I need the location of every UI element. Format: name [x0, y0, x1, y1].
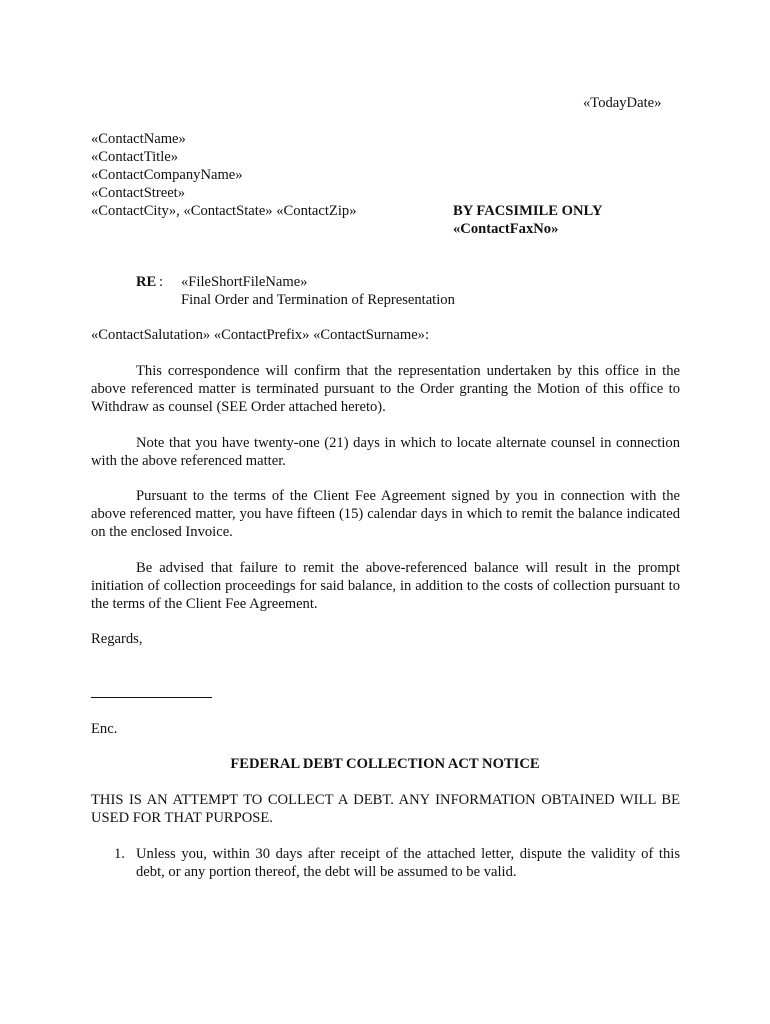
notice-warning: THIS IS AN ATTEMPT TO COLLECT A DEBT. ANY INFORMATION OBTAINED WILL BE USED FOR THAT PURPOSE.: [91, 792, 680, 826]
list-item-number: 1.: [114, 846, 125, 862]
salutation: «ContactSalutation» «ContactPrefix» «ContactSurname»:: [91, 327, 430, 343]
body-paragraph: Pursuant to the terms of the Client Fee Agreement signed by you in connection with the above referenced matter, you have fifteen (15) calendar days in which to remit the balance indicated on the enclosed Invoice.: [91, 488, 680, 540]
recipient-street: «ContactStreet»: [91, 185, 186, 201]
signature-line: [91, 697, 212, 698]
re-colon: :: [159, 274, 164, 290]
notice-heading: FEDERAL DEBT COLLECTION ACT NOTICE: [230, 756, 540, 772]
closing: Regards,: [91, 631, 143, 647]
fax-number: «ContactFaxNo»: [453, 221, 559, 237]
letter-date: «TodayDate»: [583, 95, 662, 111]
body-paragraph: Note that you have twenty-one (21) days in which to locate alternate counsel in connection with the above referenced matter.: [91, 435, 680, 469]
list-item-text: Unless you, within 30 days after receipt of the attached letter, dispute the validity of this debt, or any portion thereof, the debt will be assumed to be valid.: [136, 846, 680, 880]
recipient-title: «ContactTitle»: [91, 149, 179, 165]
enclosure-note: Enc.: [91, 721, 118, 737]
recipient-name: «ContactName»: [91, 131, 186, 147]
re-subject: Final Order and Termination of Representation: [181, 292, 455, 308]
re-file-name: «FileShortFileName»: [181, 274, 308, 290]
body-paragraph: This correspondence will confirm that the representation undertaken by this office in the above referenced matter is terminated pursuant to the Order granting the Motion of this office to Withdraw as counsel (SEE Order attached hereto).: [91, 363, 680, 415]
recipient-company: «ContactCompanyName»: [91, 167, 243, 183]
recipient-city-state-zip: «ContactCity», «ContactState» «ContactZip»: [91, 203, 357, 219]
body-paragraph: Be advised that failure to remit the above-referenced balance will result in the prompt initiation of collection proceedings for said balance, in addition to the costs of collection pursuant to the terms of the Client Fee Agreement.: [91, 560, 680, 612]
re-label: RE: [136, 274, 157, 290]
delivery-method: BY FACSIMILE ONLY: [453, 203, 603, 219]
